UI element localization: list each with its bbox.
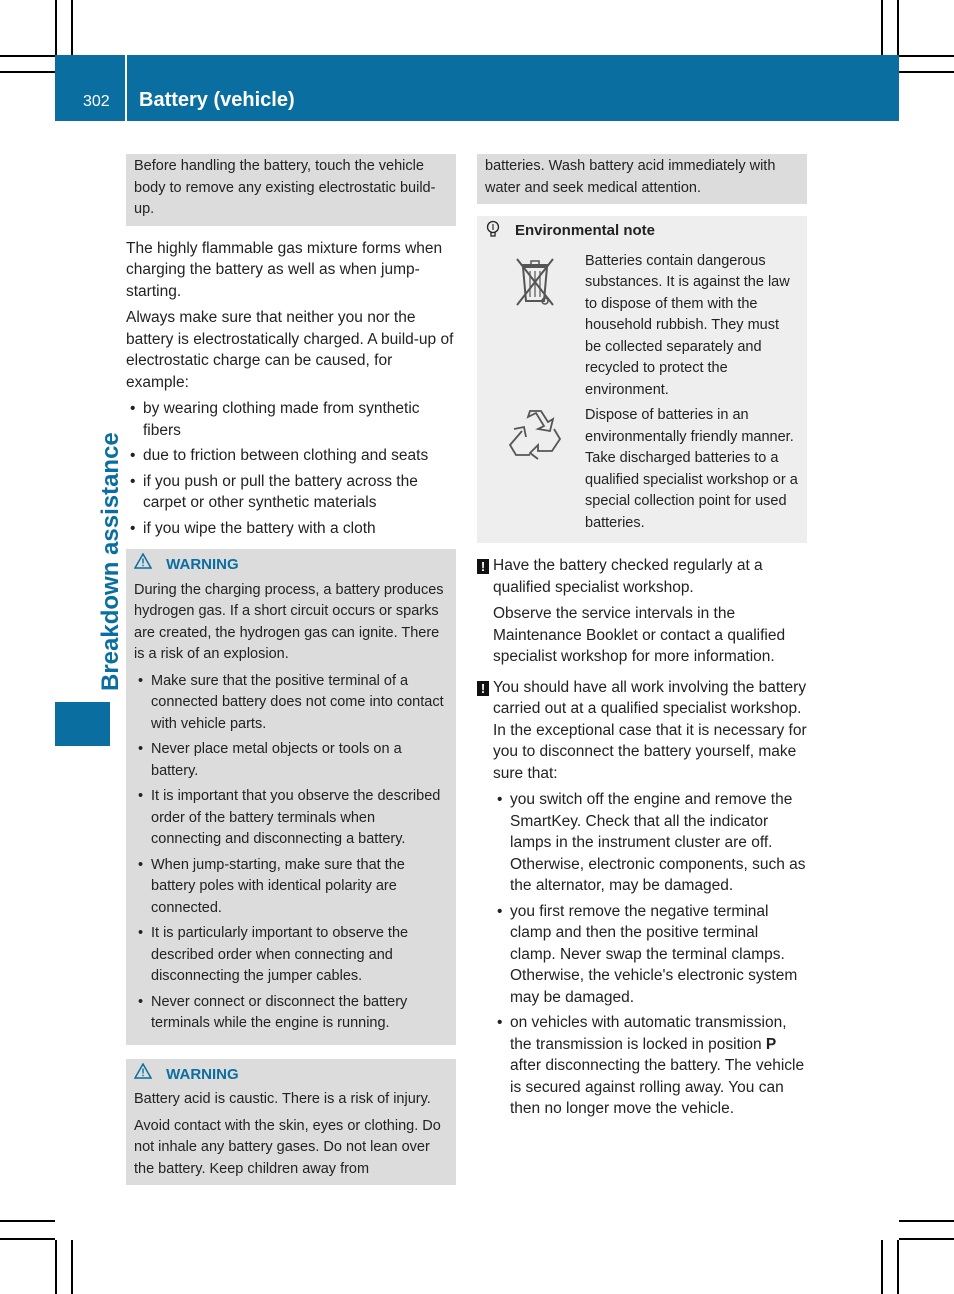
list-item: • if you push or pull the battery across the carpet or other synthetic materials <box>126 471 456 514</box>
page-header <box>55 55 899 121</box>
list-item: • due to friction between clothing and seats <box>126 445 456 467</box>
section-title: Battery (vehicle) <box>139 89 295 111</box>
note-box: Before handling the battery, touch the vehicle body to remove any existing electrostatic build-up. <box>126 154 456 226</box>
notice <box>477 555 807 598</box>
environmental-note-row <box>485 405 799 534</box>
crop-mark <box>0 1220 55 1222</box>
warning-triangle-icon <box>134 1066 156 1083</box>
crop-mark <box>71 1240 73 1294</box>
crop-mark <box>899 55 954 57</box>
left-column <box>126 154 456 1197</box>
crop-mark <box>55 0 57 55</box>
bullet-list <box>477 789 807 1120</box>
lightbulb-icon <box>485 220 507 245</box>
list-item: • by wearing clothing made from synthetic fibers <box>126 398 456 441</box>
paragraph: Always make sure that neither you nor the battery is electrostatically charged. A build-up of electrostatic charge can be caused, for example: <box>126 309 454 391</box>
gear-position-label: P <box>765 1035 777 1053</box>
list-item: • Never connect or disconnect the battery terminals while the engine is running. <box>134 992 448 1035</box>
paragraph: The highly flammable gas mixture forms when charging the battery as well as when jump-starting. <box>126 239 443 300</box>
bullet-list <box>126 398 456 539</box>
list-item: • When jump-starting, make sure that the battery poles with identical polarity are connected. <box>134 855 448 920</box>
paragraph: Observe the service intervals in the Maintenance Booklet or contact a qualified specialist workshop for more information. <box>493 605 786 665</box>
warning-box <box>126 549 456 1045</box>
list-item: • Never place metal objects or tools on a battery. <box>134 739 448 782</box>
environmental-note-box <box>477 216 807 543</box>
crop-mark <box>0 55 55 57</box>
warning-label: WARNING <box>166 1065 239 1083</box>
crop-mark <box>899 1220 954 1222</box>
environmental-note-label: Environmental note <box>515 222 656 239</box>
crop-mark <box>899 71 954 73</box>
list-item-text: after disconnecting the battery. The vehicle is secured against rolling away. You can then no longer move the vehicle. <box>510 1057 805 1117</box>
chapter-tab-marker <box>55 702 110 746</box>
warning-text: During the charging process, a battery produces hydrogen gas. If a short circuit occurs or sparks are created, the hydrogen gas can ignite. There is a risk of an explosion. <box>134 581 444 662</box>
crop-mark <box>0 71 55 73</box>
exclamation-icon: ! <box>477 559 489 574</box>
warning-continuation-box: batteries. Wash battery acid immediately with water and seek medical attention. <box>477 154 807 204</box>
crossed-out-bin-icon <box>485 251 585 309</box>
crop-mark <box>0 1238 55 1240</box>
list-item-text: on vehicles with automatic transmission, the transmission is locked in position <box>510 1014 787 1053</box>
list-item: • Make sure that the positive terminal of a connected battery does not come into contact with vehicle parts. <box>134 671 448 736</box>
page-number: 302 <box>83 93 110 110</box>
crop-mark <box>71 0 73 55</box>
notice <box>477 677 807 785</box>
environmental-note-row <box>485 251 799 402</box>
list-item: • It is particularly important to observe the described order when connecting and disconnecting the jumper cables. <box>134 923 448 988</box>
warning-heading <box>134 1063 448 1086</box>
warning-triangle-icon <box>134 556 156 573</box>
environmental-note-heading <box>485 220 799 245</box>
crop-mark <box>881 1240 883 1294</box>
notice-text: You should have all work involving the battery carried out at a qualified specialist workshop. In the exceptional case that it is necessary for you to disconnect the battery yourself, make sure that: <box>493 678 807 782</box>
warning-label: WARNING <box>166 556 239 573</box>
list-item: • It is important that you observe the described order of the battery terminals when connecting and disconnecting a battery. <box>134 786 448 851</box>
list-item: • you first remove the negative terminal clamp and then the positive terminal clamp. Never swap the terminal clamps. Otherwise, the vehicle's electronic system may be damaged. <box>493 901 807 1009</box>
recycling-icon <box>485 405 585 461</box>
crop-mark <box>55 1240 57 1294</box>
environmental-note-text: Dispose of batteries in an environmentally friendly manner. Take discharged batteries to a qualified specialist workshop or a special collection point for used batteries. <box>585 407 798 531</box>
notice-text: Have the battery checked regularly at a qualified specialist workshop. <box>493 557 763 596</box>
right-column <box>477 154 807 1125</box>
list-item: • if you wipe the battery with a cloth <box>126 518 456 540</box>
exclamation-icon: ! <box>477 681 489 696</box>
crop-mark <box>881 0 883 55</box>
warning-text: Battery acid is caustic. There is a risk of injury. <box>134 1091 431 1107</box>
warning-heading <box>134 553 448 576</box>
warning-box <box>126 1059 456 1186</box>
crop-mark <box>897 1240 899 1294</box>
header-divider <box>125 55 127 121</box>
warning-text: Avoid contact with the skin, eyes or clothing. Do not inhale any battery gases. Do not lean over the battery. Keep children away from <box>134 1117 441 1177</box>
environmental-note-text: Batteries contain dangerous substances. It is against the law to dispose of them with the household rubbish. They must be collected separately and recycled to protect the environment. <box>585 252 790 398</box>
list-item: • you switch off the engine and remove the SmartKey. Check that all the indicator lamps in the instrument cluster are off. Otherwise, electronic components, such as the alternator, may be damaged. <box>493 789 807 897</box>
crop-mark <box>897 0 899 55</box>
crop-mark <box>899 1238 954 1240</box>
warning-list <box>134 671 448 1035</box>
list-item <box>493 1012 807 1120</box>
chapter-tab-label: Breakdown assistance <box>97 432 124 691</box>
